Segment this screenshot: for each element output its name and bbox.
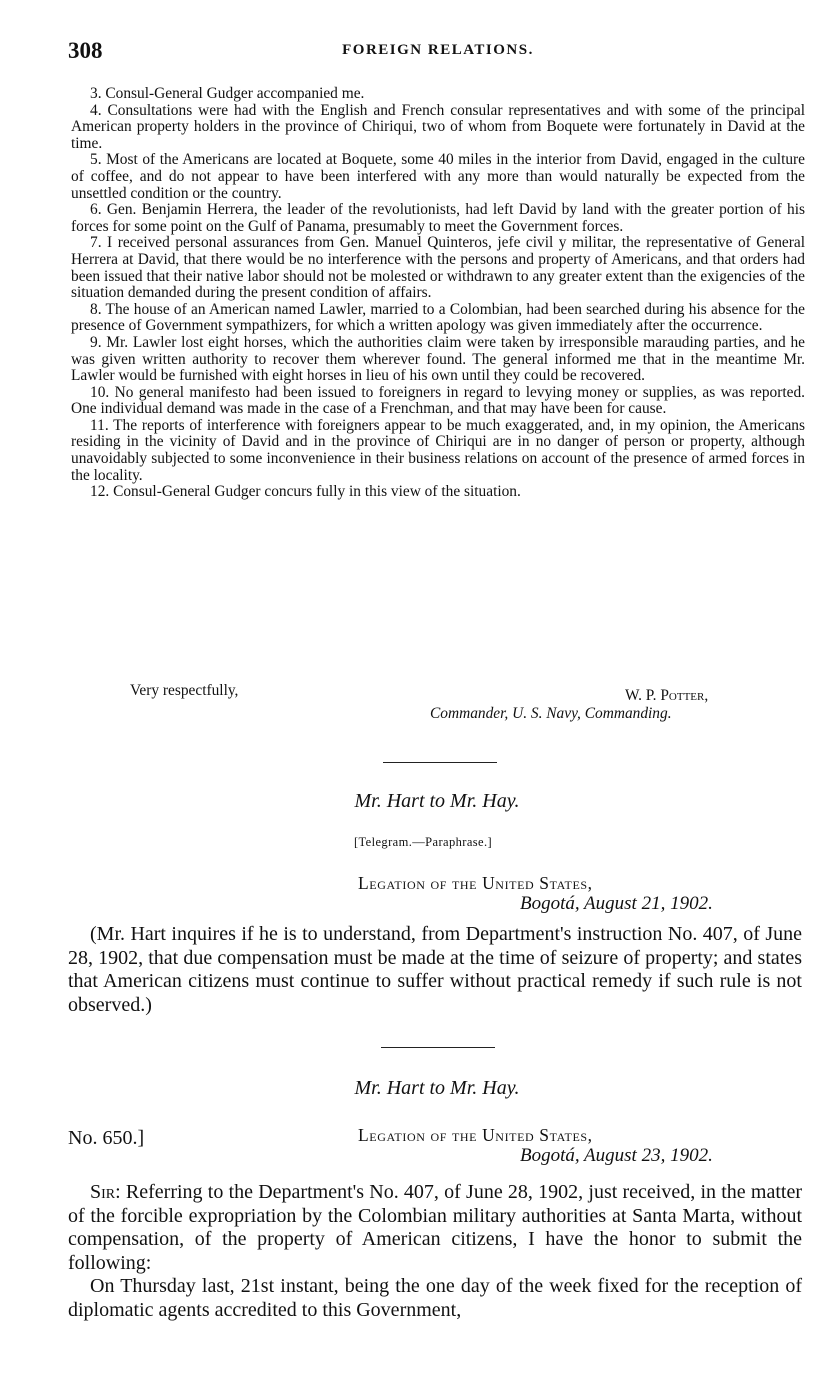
paragraph-4: 4. Consultations were had with the English and French consular representatives and with some of the principal American property holders in the province of Chiriqui, two of whom from Boquete were fortunately in David at the time. <box>71 101 805 152</box>
despatch-dateline: Bogotá, August 23, 1902. <box>520 1145 713 1166</box>
page-number: 308 <box>68 38 103 63</box>
telegram-dateline: Bogotá, August 21, 1902. <box>520 893 713 914</box>
salutation: Sir: <box>90 1181 121 1203</box>
despatch-paragraph-1-text: Referring to the Department's No. 407, of June 28, 1902, just received, in the matter of the forcible expropriation by the Colombian military authorities at Santa Marta, without compensation, of the property of American citizens, I have the honor to submit the following: <box>68 1181 803 1274</box>
running-title: FOREIGN RELATIONS. <box>342 42 534 58</box>
despatch-legation: Legation of the United States, <box>358 1125 593 1145</box>
paragraph-7: 7. I received personal assurances from Gen. Manuel Quinteros, jefe civil y militar, the representative of General Herrera at David, that there would be no interference with the persons and property of Americans, and that orders had been issued that their native labor should not be molested or withdrawn to any greater extent than the exigencies of the situation demanded during the present condition of affairs. <box>71 234 805 302</box>
numbered-paragraphs <box>71 86 805 501</box>
paragraph-10: 10. No general manifesto had been issued to foreigners in regard to levying money or supplies, as was reported. One individual demand was made in the case of a Frenchman, and that may have been for cause. <box>71 383 805 418</box>
paragraph-5: 5. Most of the Americans are located at Boquete, some 40 miles in the interior from David, engaged in the culture of coffee, and do not appear to have been interfered with any more than would naturally be expected from the unsettled condition or the country. <box>71 151 805 202</box>
complimentary-close: Very respectfully, <box>130 682 239 699</box>
paragraph-11: 11. The reports of interference with foreigners appear to be much exaggerated, and, in my opinion, the Americans residing in the vicinity of David and in the province of Chiriqui are in no danger of person or property, although unavoidably subjected to some inconvenience in their business relations on account of the presence of armed forces in the locality. <box>71 416 805 484</box>
paragraph-6: 6. Gen. Benjamin Herrera, the leader of the revolutionists, had left David by land with the greater portion of his forces for some point on the Gulf of Panama, presumably to meet the Government forces. <box>71 201 805 235</box>
telegram-legation: Legation of the United States, <box>358 873 593 893</box>
paragraph-3: 3. Consul-General Gudger accompanied me. <box>90 85 365 102</box>
telegram-note: [Telegram.—Paraphrase.] <box>353 835 493 849</box>
telegram-heading: Mr. Hart to Mr. Hay. <box>354 790 520 812</box>
despatch-heading: Mr. Hart to Mr. Hay. <box>354 1077 520 1099</box>
telegram-summary: (Mr. Hart inquires if he is to understand, from Department's instruction No. 407, of June 28, 1902, that due compensation must be made at the time of seizure of property; and states that American citizens must continue to suffer without practical remedy if such rule is not observed.) <box>68 923 802 1016</box>
despatch-number: No. 650.] <box>68 1127 145 1149</box>
signer-name: W. P. Potter, <box>625 687 709 704</box>
despatch-paragraph-1 <box>68 1181 802 1275</box>
despatch-paragraph-2: On Thursday last, 21st instant, being the one day of the week fixed for the reception of diplomatic agents accredited to this Government, <box>68 1275 802 1321</box>
section-divider <box>381 1047 495 1048</box>
paragraph-9: 9. Mr. Lawler lost eight horses, which the authorities claim were taken by irresponsible marauding parties, and he was given written authority to recover them wherever found. The general informed me that in the meantime Mr. Lawler would be furnished with eight horses in lieu of his own until they could be recovered. <box>71 333 805 385</box>
paragraph-12: 12. Consul-General Gudger concurs fully in this view of the situation. <box>90 483 521 501</box>
paragraph-8: 8. The house of an American named Lawler, married to a Colombian, had been searched during his absence for the presence of Government sympathizers, for which a written apology was given immediately after the occurrence. <box>71 300 805 335</box>
signer-title: Commander, U. S. Navy, Commanding. <box>430 705 672 722</box>
page-header <box>68 38 808 66</box>
section-divider <box>383 762 497 763</box>
despatch-body <box>68 1181 802 1323</box>
